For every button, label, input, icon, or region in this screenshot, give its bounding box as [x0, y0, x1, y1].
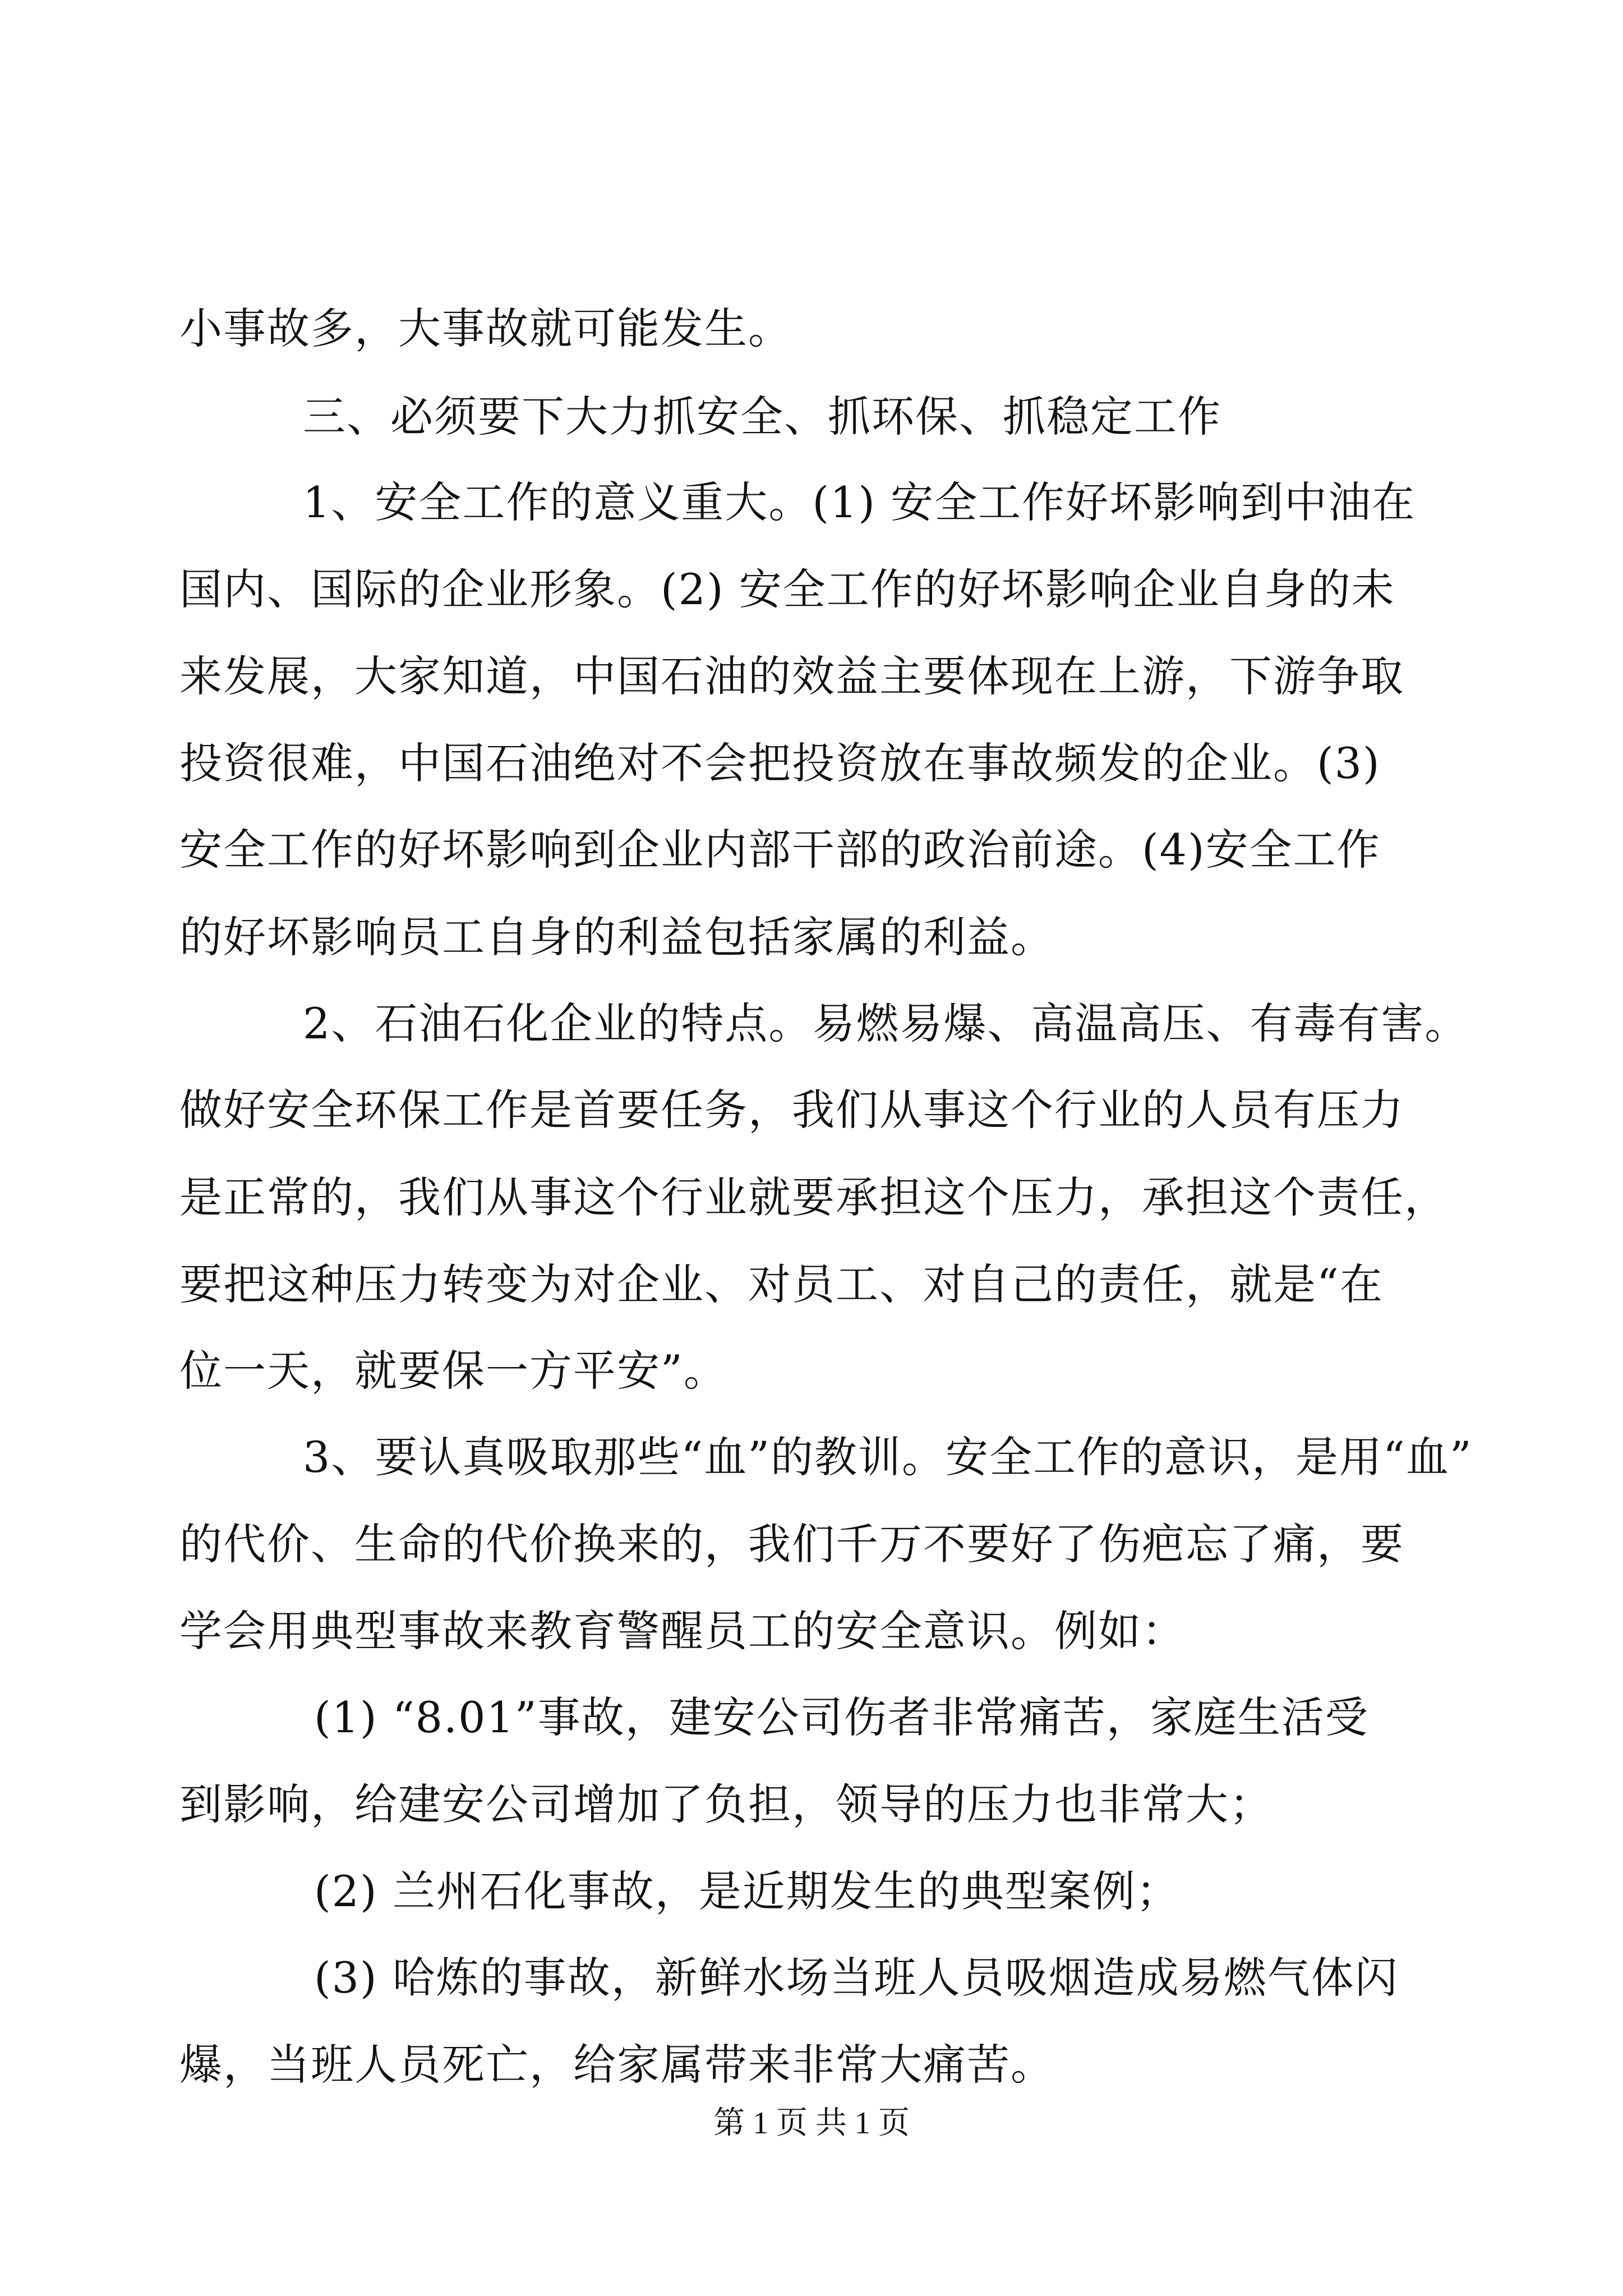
text-line-4: 国内、国际的企业形象。(2) 安全工作的好坏影响企业自身的未: [179, 564, 1395, 614]
example-item-3-cont: 爆，当班人员死亡，给家属带来非常大痛苦。: [179, 2040, 1054, 2090]
example-item-2: (2) 兰州石化事故，是近期发生的典型案例；: [314, 1866, 1180, 1916]
text-line-1: 小事故多，大事故就可能发生。: [179, 303, 792, 353]
text-line-5: 来发展，大家知道，中国石油的效益主要体现在上游，下游争取: [179, 651, 1404, 701]
example-item-1-cont: 到影响，给建安公司增加了负担，领导的压力也非常大；: [179, 1779, 1273, 1829]
section-heading-3: 三、必须要下大力抓安全、抓环保、抓稳定工作: [303, 392, 1221, 441]
text-line-14: 3、要认真吸取那些“血”的教训。安全工作的意识，是用“血”: [303, 1432, 1473, 1482]
example-item-3: (3) 哈炼的事故，新鲜水场当班人员吸烟造成易燃气体闪: [314, 1953, 1399, 2003]
text-line-3: 1、安全工作的意义重大。(1) 安全工作好坏影响到中油在: [303, 477, 1416, 527]
text-line-10: 做好安全环保工作是首要任务，我们从事这个行业的人员有压力: [179, 1085, 1404, 1135]
text-line-9: 2、石油石化企业的特点。易燃易爆、高温高压、有毒有害。: [303, 999, 1469, 1048]
text-line-11: 是正常的，我们从事这个行业就要承担这个压力，承担这个责任，: [179, 1172, 1448, 1222]
text-line-13: 位一天，就要保一方平安”。: [179, 1346, 727, 1396]
text-line-15: 的代价、生命的代价换来的，我们千万不要好了伤疤忘了痛，要: [179, 1519, 1404, 1569]
example-item-1: (1) “8.01”事故，建安公司伤者非常痛苦，家庭生活受: [314, 1692, 1369, 1742]
text-line-8: 的好坏影响员工自身的利益包括家属的利益。: [179, 912, 1054, 962]
page-number-footer: 第 1 页 共 1 页: [713, 2106, 910, 2141]
text-line-6: 投资很难，中国石油绝对不会把投资放在事故频发的企业。(3): [179, 738, 1381, 788]
text-line-7: 安全工作的好坏影响到企业内部干部的政治前途。(4)安全工作: [179, 825, 1381, 875]
text-line-16: 学会用典型事故来教育警醒员工的安全意识。例如：: [179, 1606, 1186, 1656]
text-line-12: 要把这种压力转变为对企业、对员工、对自己的责任，就是“在: [179, 1259, 1384, 1309]
